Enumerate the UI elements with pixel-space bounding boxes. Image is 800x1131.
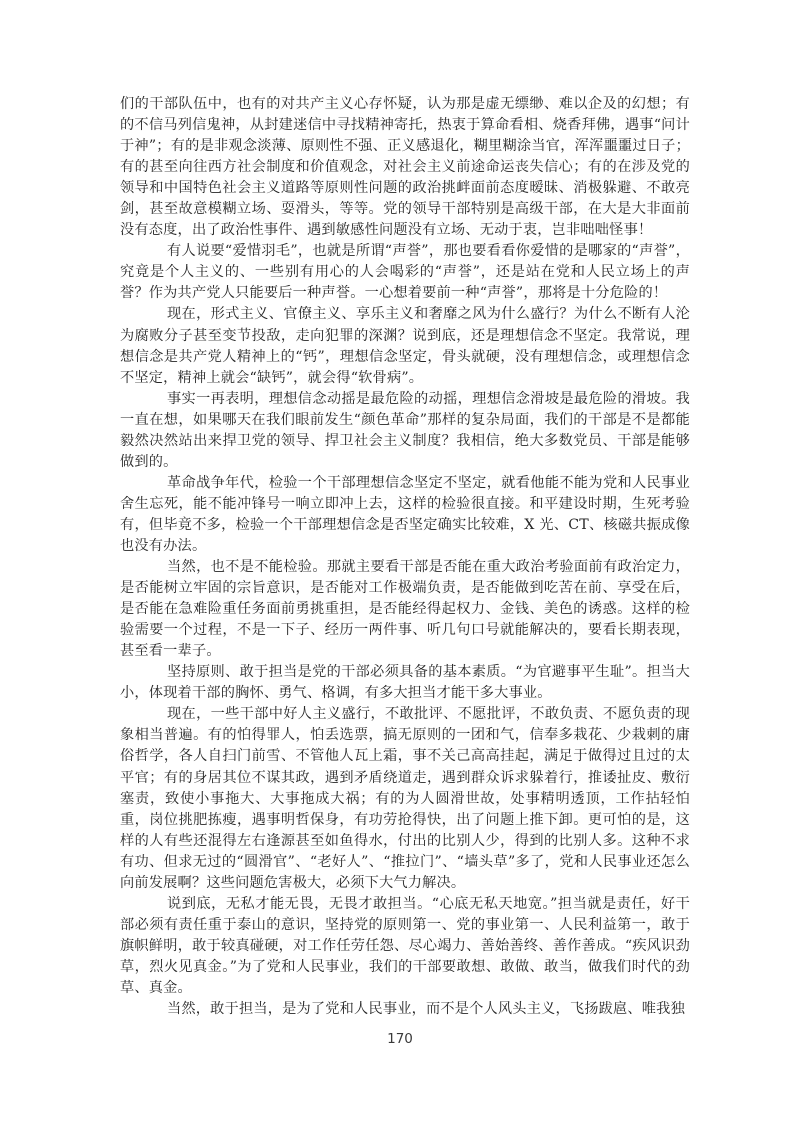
paragraph: 现在，一些干部中好人主义盛行，不敢批评、不愿批评，不敢负责、不愿负责的现象相当普遍。有的怕得罪人，怕丢选票，搞无原则的一团和气，信奉多栽花、少栽刺的庸俗哲学，各人自扫门前雪、不管他人瓦上霜，事不关己高高挂起，满足于做得过且过的太平官；有的身居其位不谋其政，遇到矛盾绕道走，遇到群众诉求躲着行，推诿扯皮、敷衍塞责，致使小事拖大、大事拖成大祸；有的为人圆滑世故，处事精明透顶，工作拈轻怕重，岗位挑肥拣瘦，遇事明哲保身，有功劳抢得快，出了问题上推下卸。更可怕的是，这样的人有些还混得左右逢源甚至如鱼得水，付出的比别人少，得到的比别人多。这种不求有功、但求无过的“圆滑官”、“老好人”、“推拉门”、“墙头草”多了，党和人民事业还怎么向前发展啊？这些问题危害极大，必须下大气力解决。: [120, 706, 690, 891]
paragraph: 当然，敢于担当，是为了党和人民事业，而不是个人风头主义，飞扬跋扈、唯我独: [167, 1001, 685, 1018]
paragraph: 有人说要“爱惜羽毛”，也就是所谓“声誉”，那也要看看你爱惜的是哪家的“声誉”，究竟是个人主义的、一些别有用心的人会喝彩的“声誉”，还是站在党和人民立场上的声誉？作为共产党人只能要后一种声誉。一心想着要前一种“声誉”，那将是十分危险的！: [120, 243, 690, 302]
paragraph: 坚持原则、敢于担当是党的干部必须具备的基本素质。“为官避事平生耻”。担当大小，体现着干部的胸怀、勇气、格调，有多大担当才能干多大事业。: [120, 664, 690, 702]
page-content: [120, 94, 690, 1020]
paragraph: 们的干部队伍中，也有的对共产主义心存怀疑，认为那是虚无缥缈、难以企及的幻想；有的不信马列信鬼神，从封建迷信中寻找精神寄托，热衷于算命看相、烧香拜佛，遇事“问计于神”；有的是非观念淡薄、原则性不强、正义感退化，糊里糊涂当官，浑浑噩噩过日子；有的甚至向往西方社会制度和价值观念，对社会主义前途命运丧失信心；有的在涉及党的领导和中国特色社会主义道路等原则性问题的政治挑衅面前态度暧昧、消极躲避、不敢亮剑，甚至故意模糊立场、耍滑头，等等。党的领导干部特别是高级干部，在大是大非面前没有态度，出了政治性事件、遇到敏感性问题没有立场、无动于衷，岂非咄咄怪事！: [120, 96, 690, 239]
paragraph: 现在，形式主义、官僚主义、享乐主义和奢靡之风为什么盛行？为什么不断有人沦为腐败分子甚至变节投敌，走向犯罪的深渊？说到底，还是理想信念不坚定。我常说，理想信念是共产党人精神上的“钙”，理想信念坚定，骨头就硬，没有理想信念，或理想信念不坚定，精神上就会“缺钙”，就会得“软骨病”。: [120, 306, 690, 386]
paragraph: 当然，也不是不能检验。那就主要看干部是否能在重大政治考验面前有政治定力，是否能树立牢固的宗旨意识，是否能对工作极端负责，是否能做到吃苦在前、享受在后，是否能在急难险重任务面前勇挑重担，是否能经得起权力、金钱、美色的诱惑。这样的检验需要一个过程，不是一下子、经历一两件事、听几句口号就能解决的，要看长期表现，甚至看一辈子。: [120, 559, 690, 660]
paragraph: 说到底，无私才能无畏，无畏才敢担当。“心底无私天地宽。”担当就是责任，好干部必须有责任重于泰山的意识，坚持党的原则第一、党的事业第一、人民利益第一，敢于旗帜鲜明，敢于较真碰硬，对工作任劳任怨、尽心竭力、善始善终、善作善成。“疾风识劲草，烈火见真金。”为了党和人民事业，我们的干部要敢想、敢做、敢当，做我们时代的劲草、真金。: [120, 895, 690, 996]
page-number: 170: [387, 1031, 413, 1047]
paragraph: 革命战争年代，检验一个干部理想信念坚定不坚定，就看他能不能为党和人民事业舍生忘死，能不能冲锋号一响立即冲上去，这样的检验很直接。和平建设时期，生死考验有，但毕竟不多，检验一个干部理想信念是否坚定确实比较难，X 光、CT、核磁共振成像也没有办法。: [120, 474, 690, 554]
paragraph: 事实一再表明，理想信念动摇是最危险的动摇，理想信念滑坡是最危险的滑坡。我一直在想，如果哪天在我们眼前发生“颜色革命”那样的复杂局面，我们的干部是不是都能毅然决然站出来捍卫党的领导、捍卫社会主义制度？我相信，绝大多数党员、干部是能够做到的。: [120, 390, 690, 470]
